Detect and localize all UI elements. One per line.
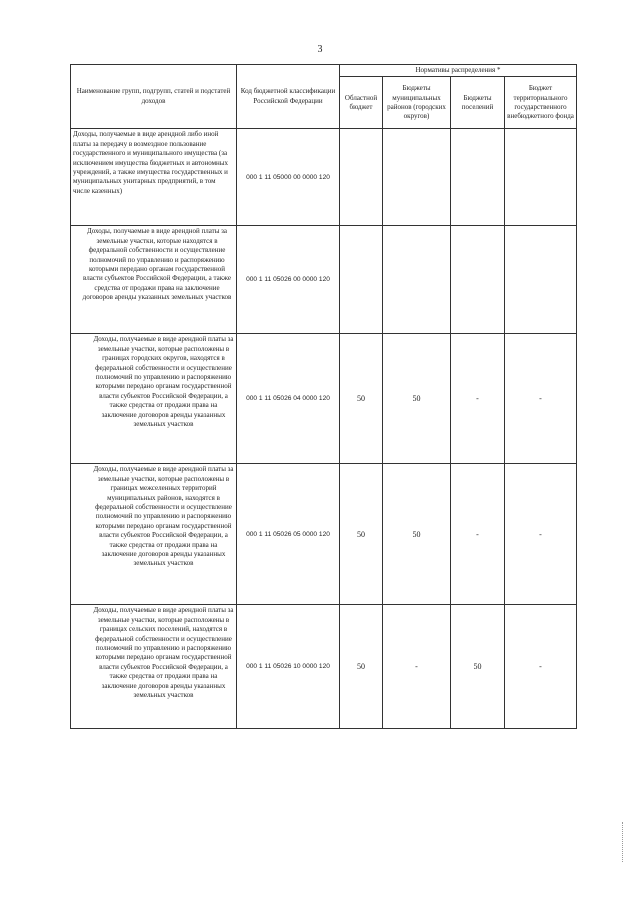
header-oblast-budget: Областной бюджет: [340, 77, 383, 129]
row-municipal: [383, 226, 451, 334]
row-name: Доходы, получаемые в виде арендной платы за земельные участки, которые расположены в границах городских округов, находятся в федеральной собственности и осуществление полномочий по управлению и распоряжению которыми передано органам государственной власти субъектов Российской Федерации, а также средства от продажи права на заключение договоров аренды указанных земельных участков: [71, 334, 237, 464]
row-fund: [505, 129, 577, 226]
row-name: Доходы, получаемые в виде арендной либо иной платы за передачу в возмездное пользование государственного и муниципального имущества (за исключением имущества бюджетных и автономных учреждений, а также имущества государственных и муниципальных унитарных предприятий, в том числе казенных): [71, 129, 237, 226]
row-fund: -: [505, 464, 577, 605]
row-oblast: 50: [340, 334, 383, 464]
row-municipal: 50: [383, 334, 451, 464]
row-oblast: [340, 129, 383, 226]
scan-margin-marks: [622, 822, 627, 862]
header-fund-budget: Бюджет территориального государственного внебюджетного фонда: [505, 77, 577, 129]
header-municipal-budgets: Бюджеты муниципальных районов (городских округов): [383, 77, 451, 129]
row-name: Доходы, получаемые в виде арендной платы за земельные участки, которые расположены в границах межселенных территорий муниципальных районов, находятся в федеральной собственности и осуществление полномочий по управлению и распоряжению которыми передано органам государственной власти субъектов Российской Федерации, а также средства от продажи права на заключение договоров аренды указанных земельных участков: [71, 464, 237, 605]
row-fund: -: [505, 605, 577, 729]
row-code: 000 1 11 05026 05 0000 120: [237, 464, 340, 605]
row-settlements: 50: [451, 605, 505, 729]
header-settlement-budgets: Бюджеты поселений: [451, 77, 505, 129]
row-code: 000 1 11 05026 00 0000 120: [237, 226, 340, 334]
row-code: 000 1 11 05000 00 0000 120: [237, 129, 340, 226]
row-code: 000 1 11 05026 04 0000 120: [237, 334, 340, 464]
header-name: Наименование групп, подгрупп, статей и подстатей доходов: [71, 65, 237, 129]
row-settlements: -: [451, 334, 505, 464]
row-municipal: -: [383, 605, 451, 729]
table-row: [71, 464, 577, 605]
page-number: 3: [317, 44, 323, 55]
row-fund: [505, 226, 577, 334]
header-distribution-norms: Нормативы распределения *: [340, 65, 577, 77]
row-oblast: 50: [340, 464, 383, 605]
row-name: Доходы, получаемые в виде арендной платы за земельные участки, которые находятся в федеральной собственности и осуществление полномочий по управлению и распоряжению которыми передано органам государственной власти субъектов Российской Федерации, а также средства от продажи права на заключение договоров аренды указанных земельных участков: [71, 226, 237, 334]
row-oblast: 50: [340, 605, 383, 729]
table-row: [71, 226, 577, 334]
table-row: [71, 129, 577, 226]
table-row: [71, 334, 577, 464]
row-settlements: -: [451, 464, 505, 605]
row-code: 000 1 11 05026 10 0000 120: [237, 605, 340, 729]
row-municipal: 50: [383, 464, 451, 605]
table-row: [71, 605, 577, 729]
row-settlements: [451, 226, 505, 334]
row-municipal: [383, 129, 451, 226]
row-name: Доходы, получаемые в виде арендной платы за земельные участки, которые расположены в границах сельских поселений, находятся в федеральной собственности и осуществление полномочий по управлению и распоряжению которыми передано органам государственной власти субъектов Российской Федерации, а также средства от продажи права на заключение договоров аренды указанных земельных участков: [71, 605, 237, 729]
row-settlements: [451, 129, 505, 226]
row-oblast: [340, 226, 383, 334]
revenue-distribution-table: [70, 64, 577, 729]
header-code: Код бюджетной классификации Российской Федерации: [237, 65, 340, 129]
row-fund: -: [505, 334, 577, 464]
